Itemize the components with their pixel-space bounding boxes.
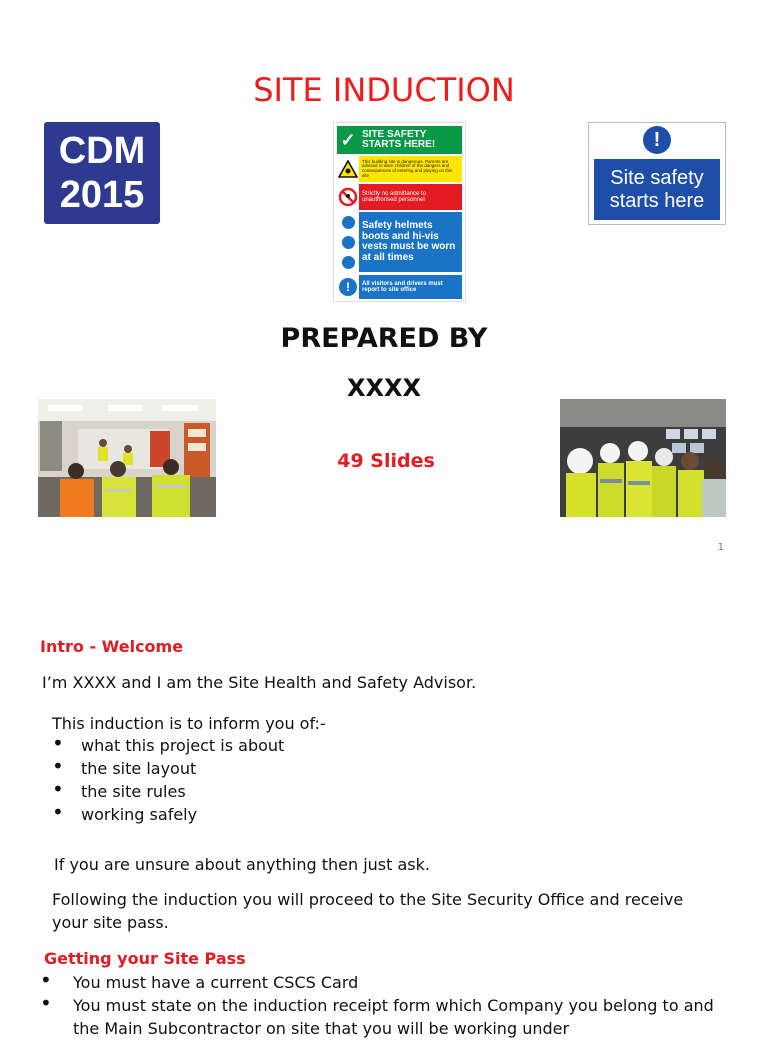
board-ppe-text: Safety helmets boots and hi-vis vests must be worn at all times — [359, 212, 462, 272]
site-safety-sign — [588, 122, 726, 225]
cdm-2015-badge — [44, 122, 160, 224]
site-pass-heading: Getting your Site Pass — [44, 949, 246, 968]
list-item: • working safely — [52, 803, 452, 826]
page-number: 1 — [717, 542, 724, 553]
cdm-badge-line2: 2015 — [59, 174, 145, 216]
intro-heading: Intro - Welcome — [40, 637, 184, 656]
site-safety-sign-text: Site safety starts here — [594, 159, 720, 220]
hi-vis-icon — [342, 256, 355, 269]
slide-title: SITE INDUCTION — [253, 71, 515, 109]
info-icon: ! — [339, 278, 357, 296]
list-item: • the site layout — [52, 757, 452, 780]
unsure-text: If you are unsure about anything then just ask. — [54, 855, 430, 874]
site-safety-board — [333, 122, 466, 302]
author-name: XXXX — [346, 374, 421, 402]
no-entry-icon — [337, 184, 359, 210]
board-warning-text: This building site is dangerous. Parents are advised to warn children of the dangers and consequences of entering and playing on this site — [359, 156, 462, 182]
boots-icon — [342, 236, 355, 249]
intro-text: I’m XXXX and I am the Site Health and Safety Advisor. — [42, 673, 477, 692]
exclamation-icon: ! — [643, 126, 671, 154]
board-header-text: SITE SAFETY STARTS HERE! — [359, 126, 462, 154]
board-prohibition-row — [337, 184, 462, 210]
site-pass-list — [40, 971, 720, 1040]
prepared-by-heading: PREPARED BY — [280, 323, 488, 354]
board-prohibition-text: Strictly no admittance to unauthorised personnel — [359, 184, 462, 210]
following-text: Following the induction you will proceed to the Site Security Office and receive your site pass. — [52, 890, 684, 932]
board-visitors-text: All visitors and drivers must report to site office — [359, 275, 462, 299]
helmet-icon — [342, 216, 355, 229]
list-item: • You must state on the induction receipt form which Company you belong to and the Main Subcontractor on site that you will be working under — [40, 994, 720, 1040]
inform-lead: This induction is to inform you of:- — [52, 714, 326, 733]
control-room-photo — [560, 399, 726, 517]
slides-count: 49 Slides — [337, 450, 435, 472]
board-visitors-row — [337, 275, 462, 299]
check-icon: ✓ — [337, 126, 359, 154]
board-warning-row — [337, 156, 462, 182]
board-header-row — [337, 126, 462, 154]
list-item: • what this project is about — [52, 734, 452, 757]
cdm-badge-line1: CDM — [58, 130, 146, 172]
list-item: • You must have a current CSCS Card — [40, 971, 720, 994]
board-ppe-row — [337, 212, 462, 272]
list-item: • the site rules — [52, 780, 452, 803]
inform-list — [52, 734, 452, 826]
ppe-icons — [337, 212, 359, 272]
warning-triangle-icon — [337, 156, 359, 182]
